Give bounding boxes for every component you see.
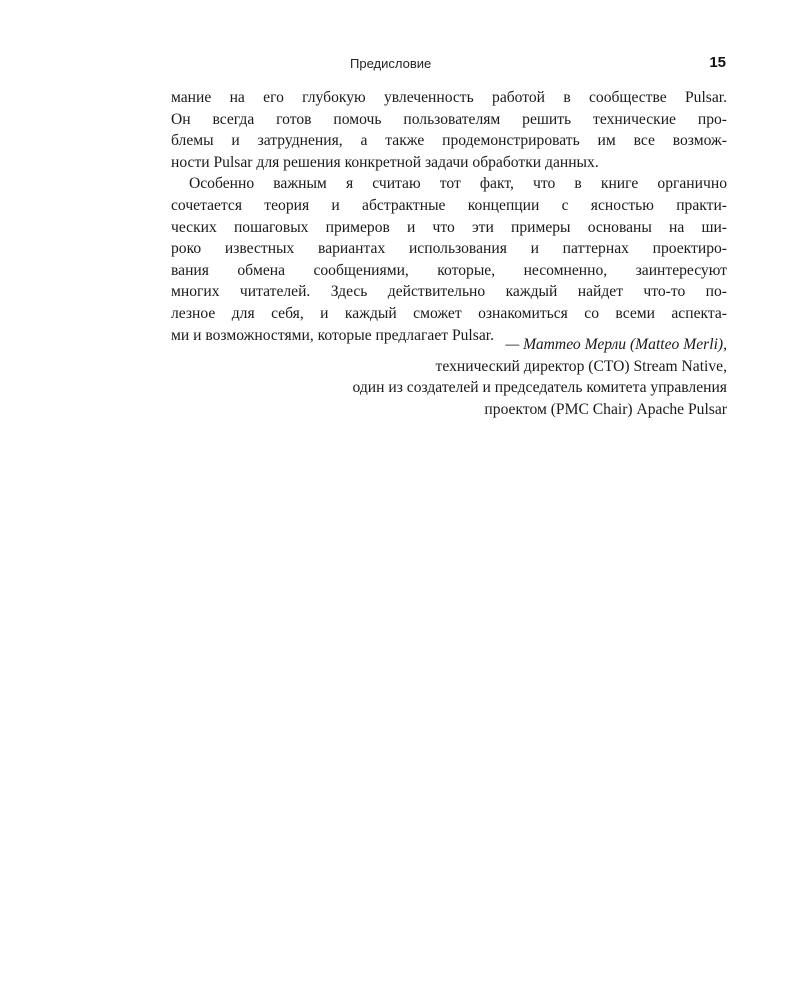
page-number: 15 bbox=[709, 54, 726, 71]
text-line: Он всегда готов помочь пользователям решить технические про- bbox=[171, 110, 727, 128]
text-line: сочетается теория и абстрактные концепции с ясностью практи- bbox=[171, 196, 727, 214]
text-line: лезное для себя, и каждый сможет ознакомиться со всеми аспекта- bbox=[171, 304, 727, 322]
signature-position: один из создателей и председатель комитета управления bbox=[352, 379, 727, 397]
text-line: вания обмена сообщениями, которые, несомненно, заинтересуют bbox=[171, 261, 727, 279]
signature-project: проектом (PMC Chair) Apache Pulsar bbox=[484, 400, 727, 418]
signature-role: технический директор (CTO) Stream Native, bbox=[435, 357, 727, 375]
signature-block bbox=[171, 334, 727, 420]
signature-author: — Маттео Мерли (Matteo Merli), bbox=[505, 336, 727, 353]
text-line: Особенно важным я считаю тот факт, что в книге органично bbox=[189, 175, 727, 193]
text-line: ми и возможностями, которые предлагает Pulsar. bbox=[171, 326, 494, 344]
text-line: мание на его глубокую увлеченность работой в сообществе Pulsar. bbox=[171, 89, 727, 106]
paragraph bbox=[171, 173, 727, 346]
body-text bbox=[171, 87, 727, 346]
text-line: многих читателей. Здесь действительно каждый найдет что-то по- bbox=[171, 283, 727, 301]
page-header bbox=[0, 56, 800, 76]
text-line: блемы и затруднения, а также продемонстрировать им все возмож- bbox=[171, 132, 727, 150]
paragraph bbox=[171, 87, 727, 173]
running-header-title: Предисловие bbox=[350, 56, 432, 71]
text-line: ности Pulsar для решения конкретной задачи обработки данных. bbox=[171, 153, 599, 171]
text-line: роко известных вариантах использования и паттернах проектиро- bbox=[171, 240, 727, 258]
text-line: ческих пошаговых примеров и что эти примеры основаны на ши- bbox=[171, 218, 727, 236]
